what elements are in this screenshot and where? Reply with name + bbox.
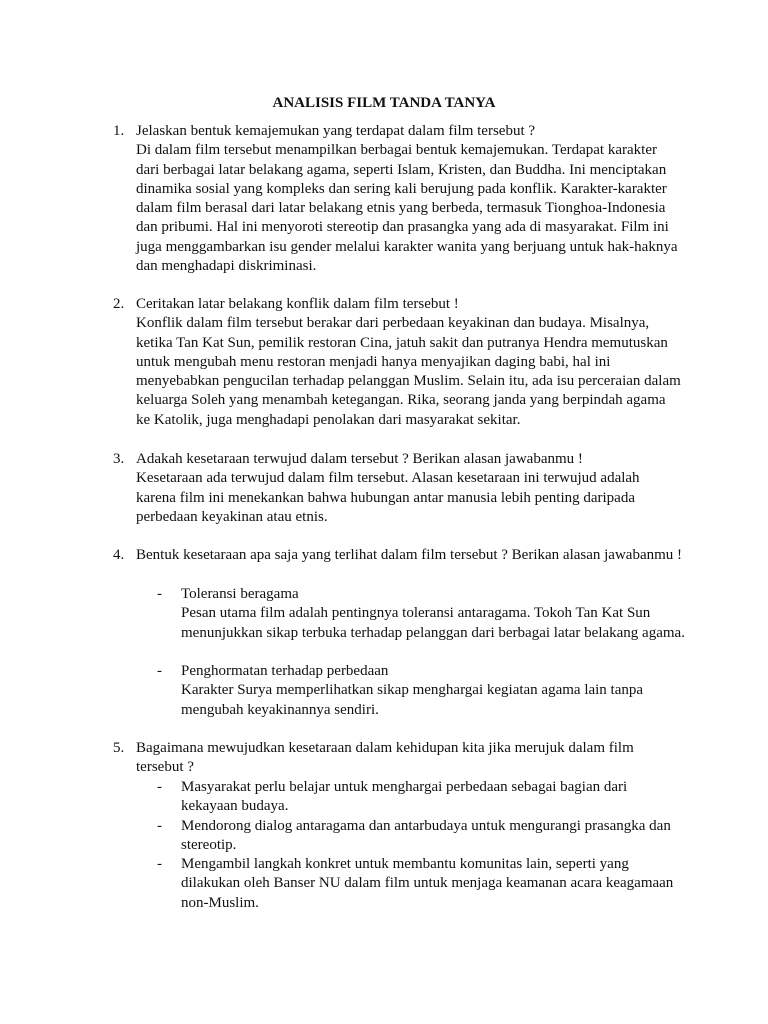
document-title: ANALISIS FILM TANDA TANYA xyxy=(272,95,496,111)
question-3-text: Adakah kesetaraan terwujud dalam tersebut ? Berikan alasan jawabanmu ! xyxy=(136,451,583,467)
question-4-item-2-heading: Penghormatan terhadap perbedaan xyxy=(181,663,389,679)
question-4-item-1-text: Pesan utama film adalah pentingnya toleransi antaragama. Tokoh Tan Kat Sun menunjukkan sikap terbuka terhadap pelanggan dari berbagai latar belakang agama. xyxy=(181,605,685,641)
question-1-number: 1. xyxy=(113,123,125,139)
question-4-item-2-dash: - xyxy=(157,663,162,679)
question-5-item-1-text: Masyarakat perlu belajar untuk menghargai perbedaan sebagai bagian dari kekayaan budaya. xyxy=(181,779,628,815)
question-5-item-1 xyxy=(181,778,651,817)
question-4-item-2-text: Karakter Surya memperlihatkan sikap menghargai kegiatan agama lain tanpa mengubah keyakinannya sendiri. xyxy=(181,682,644,718)
question-2 xyxy=(136,295,681,430)
question-2-text: Ceritakan latar belakang konflik dalam film tersebut ! xyxy=(136,296,459,312)
question-5-item-2-dash: - xyxy=(157,818,162,834)
question-4-item-2 xyxy=(181,662,687,720)
question-4-item-1 xyxy=(181,585,687,643)
question-1-answer: Di dalam film tersebut menampilkan berbagai bentuk kemajemukan. Terdapat karakter dari berbagai latar belakang agama, seperti Islam, Kristen, dan Buddha. Ini menciptakan dinamika sosial yang kompleks dan sering kali berujung pada konflik. Karakter-karakter dalam film berasal dari latar belakang etnis yang berbeda, termasuk Tionghoa-Indonesia dan pribumi. Hal ini menyoroti stereotip dan prasangka yang ada di masyarakat. Film ini juga menggambarkan isu gender melalui karakter wanita yang berjuang untuk hak-haknya dan menghadapi diskriminasi. xyxy=(136,142,678,275)
question-5-number: 5. xyxy=(113,740,125,756)
question-5-item-2 xyxy=(181,817,681,856)
question-3-number: 3. xyxy=(113,451,125,467)
question-4 xyxy=(136,546,691,565)
question-4-item-1-heading: Toleransi beragama xyxy=(181,586,299,602)
question-5-item-3-text: Mengambil langkah konkret untuk membantu komunitas lain, seperti yang dilakukan oleh Banser NU dalam film untuk menjaga keamanan acara keagamaan non-Muslim. xyxy=(181,856,674,911)
question-2-number: 2. xyxy=(113,296,125,312)
question-5-item-3-dash: - xyxy=(157,856,162,872)
question-3-answer: Kesetaraan ada terwujud dalam film tersebut. Alasan kesetaraan ini terwujud adalah karena film ini menekankan bahwa hubungan antar manusia lebih penting daripada perbedaan keyakinan atau etnis. xyxy=(136,470,640,525)
question-4-number: 4. xyxy=(113,547,125,563)
question-5-item-1-dash: - xyxy=(157,779,162,795)
question-4-text: Bentuk kesetaraan apa saja yang terlihat dalam film tersebut ? Berikan alasan jawabanmu ! xyxy=(136,547,683,563)
question-5-text: Bagaimana mewujudkan kesetaraan dalam kehidupan kita jika merujuk dalam film tersebut ? xyxy=(136,740,634,776)
question-3 xyxy=(136,450,681,527)
question-5 xyxy=(136,739,656,778)
question-1-text: Jelaskan bentuk kemajemukan yang terdapat dalam film tersebut ? xyxy=(136,123,536,139)
question-4-item-1-dash: - xyxy=(157,586,162,602)
question-5-item-3 xyxy=(181,855,681,913)
question-1 xyxy=(136,122,681,276)
question-2-answer: Konflik dalam film tersebut berakar dari perbedaan keyakinan dan budaya. Misalnya, ketika Tan Kat Sun, pemilik restoran Cina, jatuh sakit dan putranya Hendra memutuskan untuk mengubah menu restoran menjadi hanya menyajikan daging babi, hal ini menyebabkan pengucilan terhadap pelanggan Muslim. Selain itu, ada isu perceraian dalam keluarga Soleh yang menambah ketegangan. Rika, seorang janda yang berpindah agama ke Katolik, juga menghadapi penolakan dari masyarakat sekitar. xyxy=(136,315,681,428)
question-5-item-2-text: Mendorong dialog antaragama dan antarbudaya untuk mengurangi prasangka dan stereotip. xyxy=(181,818,671,854)
